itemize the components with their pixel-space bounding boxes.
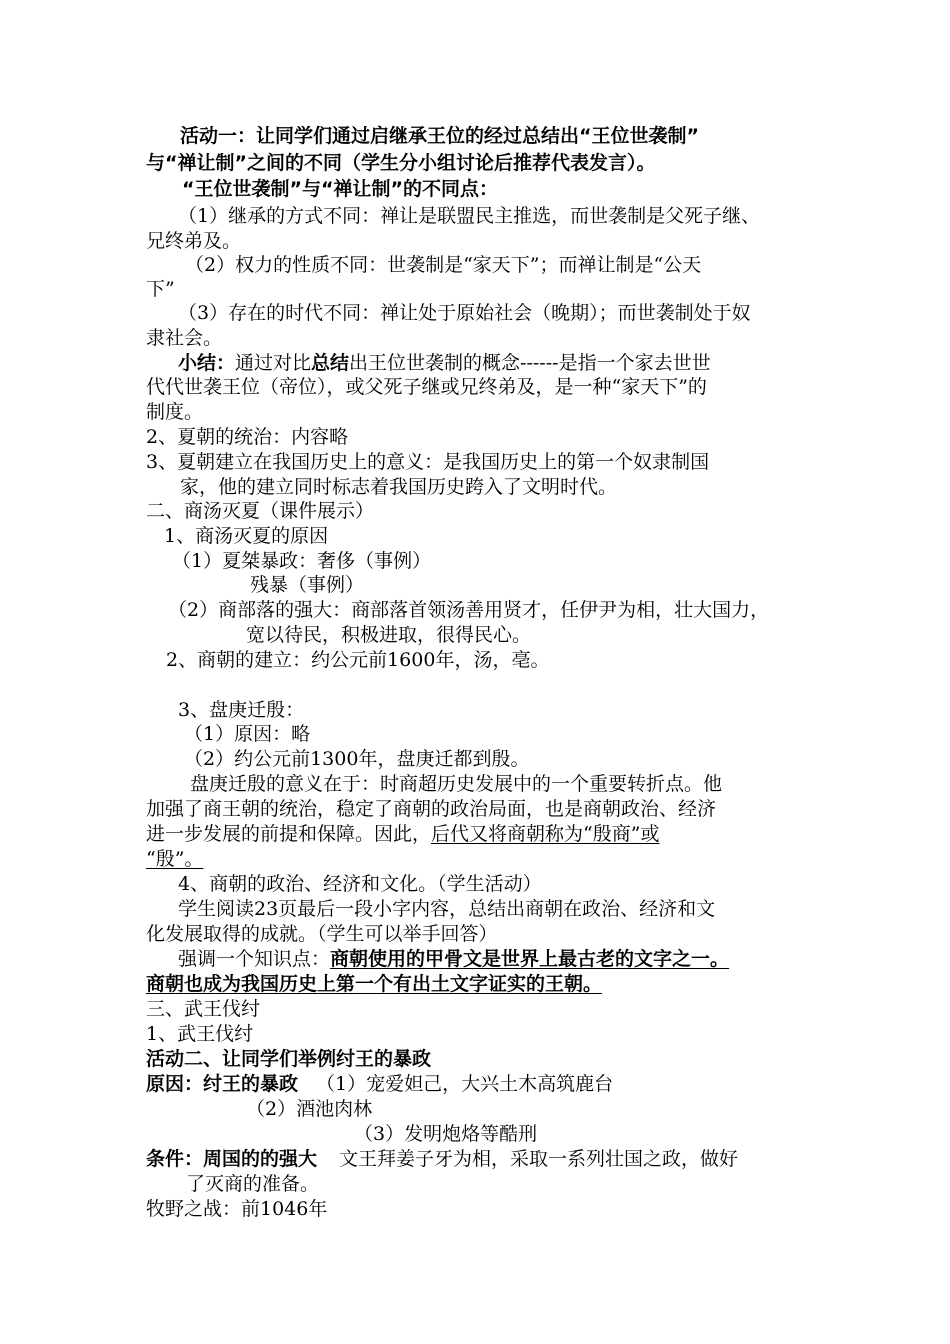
cause-zhou-label: 原因：纣王的暴政 bbox=[146, 1073, 299, 1095]
summary-text-b: 出王位世袭制的概念------是指一个家去世世 bbox=[349, 352, 711, 374]
pangeng-significance-line1: 盘庚迁殷的意义在于：时商超历史发展中的一个重要转折点。他 bbox=[190, 773, 723, 795]
cause-2-line1: （2）商部落的强大：商部落首领汤善用贤才，任伊尹为相，壮大国力， bbox=[168, 599, 770, 621]
shang-tang-causes-heading: 1、商汤灭夏的原因 bbox=[164, 525, 329, 547]
shang-founding-item: 2、商朝的建立：约公元前1600年，汤，亳。 bbox=[166, 649, 550, 671]
difference-3-line1: （3）存在的时代不同：禅让处于原始社会（晚期）；而世袭制处于奴 bbox=[178, 302, 751, 324]
student-reading-line2: 化发展取得的成就。（学生可以举手回答） bbox=[146, 923, 498, 945]
cause-2-line2: 宽以待民，积极进取，很得民心。 bbox=[246, 624, 532, 646]
difference-3-line2: 隶社会。 bbox=[146, 327, 223, 349]
summary-line2: 代代世袭王位（帝位），或父死子继或兄终弟及，是一种“家天下”的 bbox=[146, 376, 707, 398]
pangeng-significance-line2: 加强了商王朝的统治，稳定了商朝的政治局面，也是商朝政治、经济 bbox=[146, 798, 717, 820]
summary-line3: 制度。 bbox=[146, 401, 204, 423]
shang-culture-heading: 4、商朝的政治、经济和文化。（学生活动） bbox=[178, 873, 542, 895]
pangeng-heading: 3、盘庚迁殷： bbox=[178, 699, 305, 721]
section-two-heading: 二、商汤灭夏（课件展示） bbox=[146, 500, 375, 522]
summary-line1 bbox=[178, 351, 711, 375]
section-three-heading: 三、武王伐纣 bbox=[146, 998, 261, 1020]
cause-1-line1: （1）夏桀暴政：奢侈（事例） bbox=[172, 550, 432, 572]
xia-rule-item: 2、夏朝的统治：内容略 bbox=[146, 426, 349, 448]
cause-1-line2: 残暴（事例） bbox=[250, 574, 365, 596]
cause-zhou-point-3: （3）发明炮烙等酷刑 bbox=[354, 1123, 538, 1145]
activity-one-heading-line2: 与“禅让制”之间的不同（学生分小组讨论后推荐代表发言）。 bbox=[146, 152, 656, 174]
differences-heading: “王位世袭制”与“禅让制”的不同点： bbox=[182, 178, 498, 200]
activity-one-heading-line1: 活动一：让同学们通过启继承王位的经过总结出“王位世袭制” bbox=[180, 125, 699, 147]
pangeng-significance-line3 bbox=[146, 822, 659, 846]
summary-keyword: 总结 bbox=[311, 352, 350, 374]
key-point-label: 强调一个知识点： bbox=[178, 948, 331, 970]
summary-label: 小结： bbox=[178, 352, 236, 374]
condition-text: 文王拜姜子牙为相，采取一系列壮国之政，做好 bbox=[339, 1148, 739, 1170]
pangeng-significance-line4: “殷”。 bbox=[146, 848, 204, 870]
difference-1-line1: （1）继承的方式不同：禅让是联盟民主推选，而世袭制是父死子继、 bbox=[178, 205, 761, 227]
xia-significance-line2: 家，他的建立同时标志着我国历史跨入了文明时代。 bbox=[180, 476, 618, 498]
condition-line1 bbox=[146, 1147, 738, 1171]
muye-battle: 牧野之战：前1046年 bbox=[146, 1198, 328, 1220]
key-point-line2: 商朝也成为我国历史上第一个有出土文字证实的王朝。 bbox=[146, 973, 603, 995]
xia-significance-line1: 3、夏朝建立在我国历史上的意义：是我国历史上的第一个奴隶制国 bbox=[146, 451, 710, 473]
condition-line2: 了灭商的准备。 bbox=[186, 1173, 320, 1195]
pangeng-significance-text: 进一步发展的前提和保障。因此， bbox=[146, 823, 432, 845]
key-point-line1 bbox=[178, 947, 729, 971]
difference-2-line1: （2）权力的性质不同：世袭制是“家天下”；而禅让制是“公天 bbox=[185, 254, 702, 276]
wuwang-item: 1、武王伐纣 bbox=[146, 1023, 254, 1045]
student-reading-line1: 学生阅读23页最后一段小字内容，总结出商朝在政治、经济和文 bbox=[178, 898, 716, 920]
cause-zhou-point-2: （2）酒池肉林 bbox=[246, 1098, 373, 1120]
yin-shang-underlined: 后代又将商朝称为“殷商”或 bbox=[431, 823, 660, 845]
pangeng-date: （2）约公元前1300年，盘庚迁都到殷。 bbox=[184, 748, 530, 770]
activity-two-heading: 活动二、让同学们举例纣王的暴政 bbox=[146, 1048, 432, 1070]
cause-zhou-line1 bbox=[146, 1072, 613, 1096]
difference-1-line2: 兄终弟及。 bbox=[146, 230, 242, 252]
pangeng-reason: （1）原因：略 bbox=[184, 723, 311, 745]
condition-label: 条件：周国的的强大 bbox=[146, 1148, 318, 1170]
summary-text-a: 通过对比 bbox=[235, 352, 312, 374]
oracle-bone-statement: 商朝使用的甲骨文是世界上最古老的文字之一。 bbox=[330, 948, 730, 970]
cause-zhou-point-1: （1）宠爱妲己，大兴土木高筑鹿台 bbox=[316, 1073, 614, 1095]
difference-2-line2: 下” bbox=[146, 278, 175, 300]
